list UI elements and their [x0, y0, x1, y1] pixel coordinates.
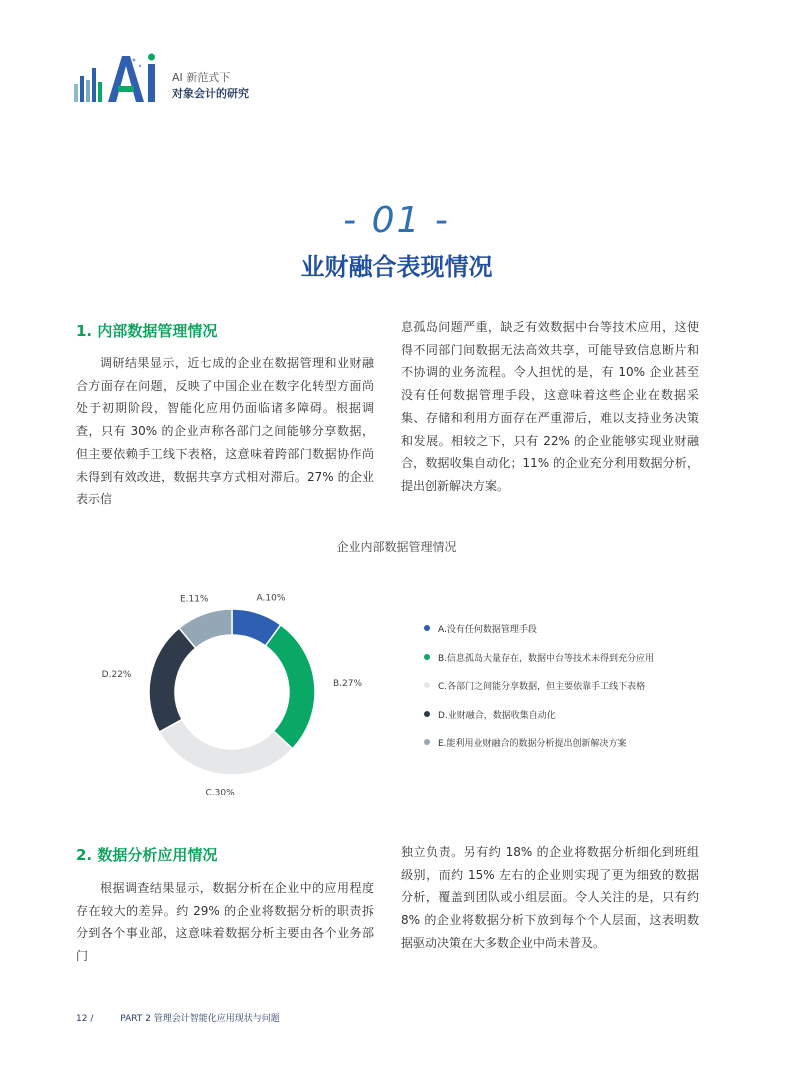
legend-item-c	[424, 679, 654, 708]
legend-label: C.各部门之间能分享数据，但主要依靠手工线下表格	[438, 682, 646, 692]
legend-item-b	[424, 651, 654, 680]
subheading-internal-data: 1. 内部数据管理情况	[76, 322, 218, 340]
paragraph-part1-left: 调研结果显示，近七成的企业在数据管理和业财融合方面存在问题，反映了中国企业在数字化转型方面尚处于初期阶段，智能化应用仍面临诸多障碍。根据调查，只有 30% 的企业声称各部门之间能够分享数据，但主要依赖手工线下表格，这意味着跨部门数据协作尚未得到有效改进，数据共享方式相对滞后。27% 的企业表示信	[76, 356, 374, 507]
page-footer	[76, 1011, 280, 1024]
donut-slice-d	[149, 628, 196, 732]
donut-label-e: E.11%	[179, 594, 209, 605]
footer-part-label: PART 2 管理会计智能化应用现状与问题	[120, 1014, 280, 1024]
donut-label-d: D.22%	[101, 670, 132, 681]
donut-chart	[100, 585, 370, 795]
legend-label: D.业财融合，数据收集自动化	[438, 710, 556, 721]
legend-item-e	[424, 736, 654, 765]
paragraph-part2-right: 独立负责。另有约 18% 的企业将数据分析细化到班组级别，而约 15% 左右的企业则实现了更为细致的数据分析，覆盖到团队或小组层面。令人关注的是，只有约 8% 的企业将数据分析下放到每个个人层面，这表明数据驱动决策在大多数企业中尚未普及。	[401, 845, 699, 950]
legend-swatch	[424, 711, 430, 717]
legend-label: B.信息孤岛大量存在，数据中台等技术未得到充分应用	[438, 653, 655, 664]
legend-label: E.能利用业财融合的数据分析提出创新解决方案	[438, 739, 627, 749]
legend-swatch	[424, 682, 430, 688]
donut-label-c: C.30%	[205, 788, 235, 795]
header-line-2: 对象会计的研究	[172, 87, 249, 100]
paragraph-part1-right: 息孤岛问题严重，缺乏有效数据中台等技术应用，这使得不同部门间数据无法高效共享，可能导致信息断片和不协调的业务流程。令人担忧的是，有 10% 企业甚至没有任何数据管理手段，这意味着这些企业在数据采集、存储和利用方面存在严重滞后，难以支持业务决策和发展。相较之下，只有 22% 的企业能够实现业财融合，数据收集自动化；11% 的企业充分利用数据分析，提出创新解决方案。	[401, 320, 699, 493]
donut-label-a: A.10%	[256, 593, 286, 604]
legend-label: A.没有任何数据管理手段	[438, 625, 537, 635]
legend-item-a	[424, 622, 654, 651]
report-header	[172, 70, 249, 102]
legend-swatch	[424, 739, 430, 745]
section-title: 业财融合表现情况	[300, 253, 493, 281]
legend-item-d	[424, 708, 654, 737]
donut-slice-c	[159, 719, 292, 775]
legend-swatch	[424, 625, 430, 631]
donut-label-b: B.27%	[332, 679, 363, 690]
page-number: 12 /	[76, 1014, 94, 1024]
ai-logo	[74, 52, 164, 102]
donut-slice-b	[266, 625, 315, 749]
header-line-1: AI 新范式下	[172, 71, 231, 84]
subheading-data-analysis: 2. 数据分析应用情况	[76, 846, 218, 864]
chart-legend	[424, 622, 654, 765]
chart-title: 企业内部数据管理情况	[336, 540, 457, 554]
paragraph-part2-left: 根据调查结果显示，数据分析在企业中的应用程度存在较大的差异。约 29% 的企业将数据分析的职责拆分到各个事业部，这意味着数据分析主要由各个业务部门	[76, 881, 374, 964]
section-number: - 01 -	[343, 200, 450, 241]
legend-swatch	[424, 654, 430, 660]
